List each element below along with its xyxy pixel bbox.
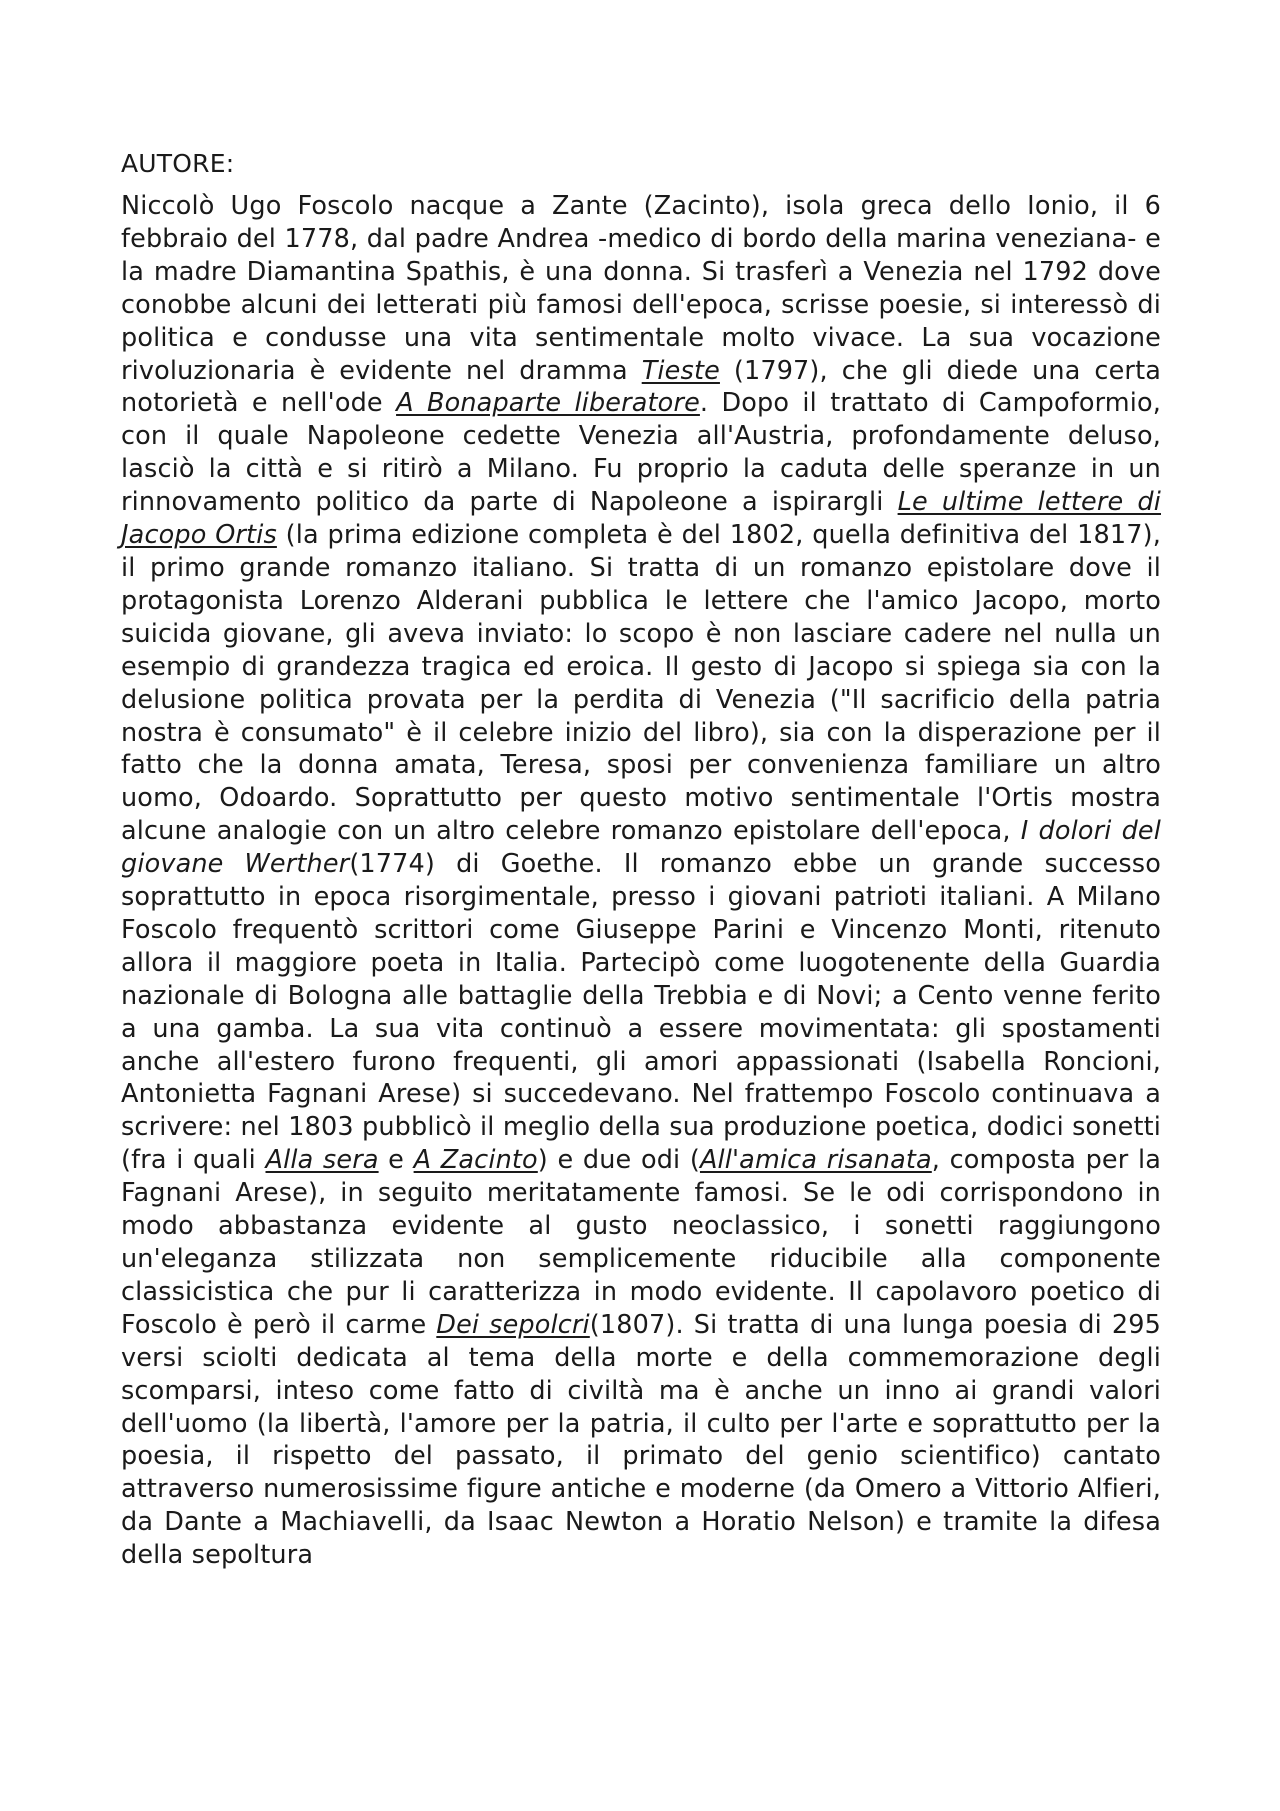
section-heading: AUTORE:: [121, 149, 235, 178]
work-title-dei-sepolcri[interactable]: Dei sepolcri: [436, 1309, 590, 1340]
biography-paragraph: [121, 190, 1161, 1572]
document-page: [121, 148, 1161, 1572]
text-segment: ) e due odi (: [537, 1145, 700, 1176]
work-title-amica-risanata[interactable]: All'amica risanata: [699, 1145, 932, 1176]
text-segment: e: [378, 1145, 414, 1176]
text-segment: , composta per la Fagnani Arese), in seguito meritatamente famosi. Se le odi corrispondono in modo abbastanza evidente al gusto neoclassico, i sonetti raggiungono un'eleganza stilizzata non semplicemente riducibile alla componente classicistica che pur li caratterizza in modo evidente. Il capolavoro poetico di Foscolo è però il carme: [121, 1145, 1161, 1340]
work-title-alla-sera[interactable]: Alla sera: [265, 1145, 379, 1176]
work-title-werther: I dolori del giovane Werther: [121, 816, 1161, 880]
work-title-a-zacinto[interactable]: A Zacinto: [413, 1145, 538, 1176]
work-title-tieste[interactable]: Tieste: [641, 355, 720, 386]
work-title-bonaparte[interactable]: A Bonaparte liberatore: [396, 388, 700, 419]
text-segment: (1797), che gli diede una certa notorietà e nell'ode: [121, 355, 1161, 419]
work-title-ortis[interactable]: Le ultime lettere di Jacopo Ortis: [121, 487, 1161, 551]
text-segment: Niccolò Ugo Foscolo nacque a Zante (Zacinto), isola greca dello Ionio, il 6 febbraio del 1778, dal padre Andrea -medico di bordo della marina veneziana- e la madre Diamantina Spathis, è una donna. Si trasferì a Venezia nel 1792 dove conobbe alcuni dei letterati più famosi dell'epoca, scrisse poesie, si interessò di politica e condusse una vita sentimentale molto vivace. La sua vocazione rivoluzionaria è evidente nel dramma: [121, 191, 1161, 386]
text-segment: (1807). Si tratta di una lunga poesia di 295 versi sciolti dedicata al tema della morte e della commemorazione degli scomparsi, inteso come fatto di civiltà ma è anche un inno ai grandi valori dell'uomo (la libertà, l'amore per la patria, il culto per l'arte e soprattutto per la poesia, il rispetto del passato, il primato del genio scientifico) cantato attraverso numerosissime figure antiche e moderne (da Omero a Vittorio Alfieri, da Dante a Machiavelli, da Isaac Newton a Horatio Nelson) e tramite la difesa della sepoltura: [121, 1309, 1161, 1571]
text-segment: (1774) di Goethe. Il romanzo ebbe un grande successo soprattutto in epoca risorgimentale, presso i giovani patrioti italiani. A Milano Foscolo frequentò scrittori come Giuseppe Parini e Vincenzo Monti, ritenuto allora il maggiore poeta in Italia. Partecipò come luogotenente della Guardia nazionale di Bologna alle battaglie della Trebbia e di Novi; a Cento venne ferito a una gamba. La sua vita continuò a essere movimentata: gli spostamenti anche all'estero furono frequenti, gli amori appassionati (Isabella Roncioni, Antonietta Fagnani Arese) si succedevano. Nel frattempo Foscolo continuava a scrivere: nel 1803 pubblicò il meglio della sua produzione poetica, dodici sonetti (fra i quali: [121, 849, 1161, 1176]
text-segment: . Dopo il trattato di Campoformio, con il quale Napoleone cedette Venezia all'Austria, profondamente deluso, lasciò la città e si ritirò a Milano. Fu proprio la caduta delle speranze in un rinnovamento politico da parte di Napoleone a ispirargli: [121, 388, 1162, 518]
text-segment: (la prima edizione completa è del 1802, quella definitiva del 1817), il primo grande romanzo italiano. Si tratta di un romanzo epistolare dove il protagonista Lorenzo Alderani pubblica le lettere che l'amico Jacopo, morto suicida giovane, gli aveva inviato: lo scopo è non lasciare cadere nel nulla un esempio di grandezza tragica ed eroica. Il gesto di Jacopo si spiega sia con la delusione politica provata per la perdita di Venezia ("Il sacrificio della patria nostra è consumato" è il celebre inizio del libro), sia con la disperazione per il fatto che la donna amata, Teresa, sposi per convenienza familiare un altro uomo, Odoardo. Soprattutto per questo motivo sentimentale l'Ortis mostra alcune analogie con un altro celebre romanzo epistolare dell'epoca,: [121, 520, 1161, 847]
